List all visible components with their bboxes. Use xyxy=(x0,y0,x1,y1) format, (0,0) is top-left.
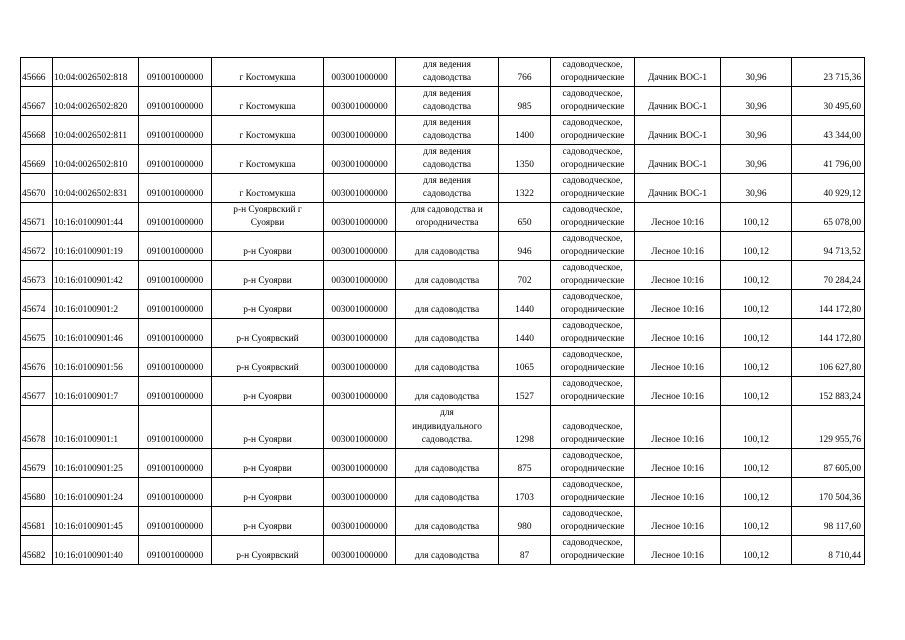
settlement-name-cell: Дачник ВОС-1 xyxy=(635,145,721,174)
permitted-use-cell: для садоводства xyxy=(396,377,499,406)
area-cell: 1527 xyxy=(499,377,551,406)
cadastral-number-cell: 10:04:0026502:811 xyxy=(53,116,139,145)
oktmo-code-cell: 091001000000 xyxy=(139,87,212,116)
oktmo-code-cell: 091001000000 xyxy=(139,232,212,261)
okato-code-cell: 003001000000 xyxy=(324,478,396,507)
area-cell: 1298 xyxy=(499,406,551,449)
land-use-type-cell: садоводческое, огороднические xyxy=(551,406,635,449)
table-row xyxy=(21,116,865,145)
okato-code-cell: 003001000000 xyxy=(324,174,396,203)
settlement-name-cell: Лесное 10:16 xyxy=(635,478,721,507)
area-cell: 650 xyxy=(499,203,551,232)
row-number-cell: 45676 xyxy=(21,348,53,377)
price-per-unit-cell: 30,96 xyxy=(721,145,792,174)
land-use-type-cell: садоводческое, огороднические xyxy=(551,319,635,348)
cadastral-value-cell: 30 495,60 xyxy=(792,87,865,116)
location-cell: г Костомукша xyxy=(212,174,324,203)
price-per-unit-cell: 100,12 xyxy=(721,406,792,449)
oktmo-code-cell: 091001000000 xyxy=(139,377,212,406)
settlement-name-cell: Дачник ВОС-1 xyxy=(635,174,721,203)
cadastral-number-cell: 10:16:0100901:24 xyxy=(53,478,139,507)
area-cell: 702 xyxy=(499,261,551,290)
location-cell: г Костомукша xyxy=(212,58,324,87)
permitted-use-cell: для садоводства xyxy=(396,319,499,348)
price-per-unit-cell: 30,96 xyxy=(721,58,792,87)
settlement-name-cell: Лесное 10:16 xyxy=(635,290,721,319)
permitted-use-cell: для садоводства xyxy=(396,478,499,507)
row-number-cell: 45674 xyxy=(21,290,53,319)
area-cell: 946 xyxy=(499,232,551,261)
permitted-use-cell: для садоводства xyxy=(396,449,499,478)
land-plots-table xyxy=(20,57,865,565)
location-cell: р-н Суоярви xyxy=(212,406,324,449)
cadastral-value-cell: 152 883,24 xyxy=(792,377,865,406)
price-per-unit-cell: 100,12 xyxy=(721,536,792,565)
cadastral-number-cell: 10:16:0100901:40 xyxy=(53,536,139,565)
okato-code-cell: 003001000000 xyxy=(324,87,396,116)
table-row xyxy=(21,58,865,87)
cadastral-value-cell: 40 929,12 xyxy=(792,174,865,203)
table-row xyxy=(21,174,865,203)
settlement-name-cell: Дачник ВОС-1 xyxy=(635,116,721,145)
settlement-name-cell: Лесное 10:16 xyxy=(635,507,721,536)
oktmo-code-cell: 091001000000 xyxy=(139,58,212,87)
table-row xyxy=(21,319,865,348)
row-number-cell: 45666 xyxy=(21,58,53,87)
cadastral-number-cell: 10:16:0100901:2 xyxy=(53,290,139,319)
oktmo-code-cell: 091001000000 xyxy=(139,478,212,507)
cadastral-value-cell: 94 713,52 xyxy=(792,232,865,261)
permitted-use-cell: для садоводства xyxy=(396,232,499,261)
cadastral-number-cell: 10:16:0100901:7 xyxy=(53,377,139,406)
price-per-unit-cell: 100,12 xyxy=(721,507,792,536)
settlement-name-cell: Лесное 10:16 xyxy=(635,406,721,449)
row-number-cell: 45681 xyxy=(21,507,53,536)
okato-code-cell: 003001000000 xyxy=(324,261,396,290)
cadastral-number-cell: 10:16:0100901:56 xyxy=(53,348,139,377)
location-cell: р-н Суоярвский xyxy=(212,319,324,348)
okato-code-cell: 003001000000 xyxy=(324,319,396,348)
oktmo-code-cell: 091001000000 xyxy=(139,449,212,478)
table-row xyxy=(21,406,865,449)
permitted-use-cell: для садоводства xyxy=(396,507,499,536)
table-row xyxy=(21,478,865,507)
permitted-use-cell: для садоводства xyxy=(396,348,499,377)
permitted-use-cell: для индивидуального садоводства. xyxy=(396,406,499,449)
okato-code-cell: 003001000000 xyxy=(324,203,396,232)
cadastral-value-cell: 41 796,00 xyxy=(792,145,865,174)
cadastral-value-cell: 87 605,00 xyxy=(792,449,865,478)
cadastral-number-cell: 10:16:0100901:25 xyxy=(53,449,139,478)
location-cell: р-н Суоярви xyxy=(212,290,324,319)
oktmo-code-cell: 091001000000 xyxy=(139,145,212,174)
location-cell: г Костомукша xyxy=(212,87,324,116)
cadastral-value-cell: 144 172,80 xyxy=(792,290,865,319)
oktmo-code-cell: 091001000000 xyxy=(139,116,212,145)
cadastral-value-cell: 65 078,00 xyxy=(792,203,865,232)
area-cell: 1440 xyxy=(499,319,551,348)
permitted-use-cell: для садоводства xyxy=(396,536,499,565)
permitted-use-cell: для ведения садоводства xyxy=(396,174,499,203)
table-row xyxy=(21,377,865,406)
price-per-unit-cell: 100,12 xyxy=(721,319,792,348)
okato-code-cell: 003001000000 xyxy=(324,232,396,261)
cadastral-value-cell: 8 710,44 xyxy=(792,536,865,565)
row-number-cell: 45667 xyxy=(21,87,53,116)
area-cell: 87 xyxy=(499,536,551,565)
table-row xyxy=(21,348,865,377)
area-cell: 1703 xyxy=(499,478,551,507)
row-number-cell: 45671 xyxy=(21,203,53,232)
price-per-unit-cell: 30,96 xyxy=(721,116,792,145)
settlement-name-cell: Дачник ВОС-1 xyxy=(635,58,721,87)
permitted-use-cell: для садоводства xyxy=(396,290,499,319)
table-row xyxy=(21,87,865,116)
land-use-type-cell: садоводческое, огороднические xyxy=(551,116,635,145)
cadastral-value-cell: 23 715,36 xyxy=(792,58,865,87)
cadastral-value-cell: 106 627,80 xyxy=(792,348,865,377)
okato-code-cell: 003001000000 xyxy=(324,377,396,406)
location-cell: р-н Суоярви xyxy=(212,449,324,478)
land-use-type-cell: садоводческое, огороднические xyxy=(551,174,635,203)
price-per-unit-cell: 30,96 xyxy=(721,174,792,203)
cadastral-number-cell: 10:04:0026502:818 xyxy=(53,58,139,87)
cadastral-number-cell: 10:04:0026502:831 xyxy=(53,174,139,203)
row-number-cell: 45672 xyxy=(21,232,53,261)
row-number-cell: 45677 xyxy=(21,377,53,406)
row-number-cell: 45682 xyxy=(21,536,53,565)
okato-code-cell: 003001000000 xyxy=(324,348,396,377)
land-use-type-cell: садоводческое, огороднические xyxy=(551,290,635,319)
price-per-unit-cell: 100,12 xyxy=(721,290,792,319)
cadastral-number-cell: 10:16:0100901:45 xyxy=(53,507,139,536)
location-cell: р-н Суоярви xyxy=(212,232,324,261)
cadastral-number-cell: 10:16:0100901:42 xyxy=(53,261,139,290)
price-per-unit-cell: 100,12 xyxy=(721,203,792,232)
oktmo-code-cell: 091001000000 xyxy=(139,319,212,348)
okato-code-cell: 003001000000 xyxy=(324,449,396,478)
settlement-name-cell: Лесное 10:16 xyxy=(635,449,721,478)
land-use-type-cell: садоводческое, огороднические xyxy=(551,478,635,507)
location-cell: р-н Суоярви xyxy=(212,507,324,536)
oktmo-code-cell: 091001000000 xyxy=(139,290,212,319)
okato-code-cell: 003001000000 xyxy=(324,58,396,87)
table-row xyxy=(21,507,865,536)
okato-code-cell: 003001000000 xyxy=(324,406,396,449)
area-cell: 1322 xyxy=(499,174,551,203)
permitted-use-cell: для ведения садоводства xyxy=(396,116,499,145)
table-row xyxy=(21,536,865,565)
oktmo-code-cell: 091001000000 xyxy=(139,406,212,449)
price-per-unit-cell: 100,12 xyxy=(721,449,792,478)
row-number-cell: 45668 xyxy=(21,116,53,145)
land-use-type-cell: садоводческое, огороднические xyxy=(551,145,635,174)
permitted-use-cell: для ведения садоводства xyxy=(396,58,499,87)
location-cell: р-н Суоярви xyxy=(212,261,324,290)
area-cell: 766 xyxy=(499,58,551,87)
price-per-unit-cell: 100,12 xyxy=(721,232,792,261)
land-use-type-cell: садоводческое, огороднические xyxy=(551,348,635,377)
permitted-use-cell: для ведения садоводства xyxy=(396,145,499,174)
cadastral-value-cell: 70 284,24 xyxy=(792,261,865,290)
settlement-name-cell: Лесное 10:16 xyxy=(635,377,721,406)
area-cell: 875 xyxy=(499,449,551,478)
okato-code-cell: 003001000000 xyxy=(324,536,396,565)
cadastral-number-cell: 10:16:0100901:19 xyxy=(53,232,139,261)
land-use-type-cell: садоводческое, огороднические xyxy=(551,203,635,232)
location-cell: р-н Суоярвский г Суоярви xyxy=(212,203,324,232)
row-number-cell: 45673 xyxy=(21,261,53,290)
permitted-use-cell: для ведения садоводства xyxy=(396,87,499,116)
area-cell: 980 xyxy=(499,507,551,536)
location-cell: р-н Суоярви xyxy=(212,478,324,507)
okato-code-cell: 003001000000 xyxy=(324,507,396,536)
cadastral-number-cell: 10:16:0100901:46 xyxy=(53,319,139,348)
table-row xyxy=(21,290,865,319)
land-use-type-cell: садоводческое, огороднические xyxy=(551,232,635,261)
row-number-cell: 45680 xyxy=(21,478,53,507)
table-row xyxy=(21,261,865,290)
row-number-cell: 45679 xyxy=(21,449,53,478)
location-cell: г Костомукша xyxy=(212,145,324,174)
settlement-name-cell: Лесное 10:16 xyxy=(635,232,721,261)
row-number-cell: 45675 xyxy=(21,319,53,348)
okato-code-cell: 003001000000 xyxy=(324,290,396,319)
cadastral-number-cell: 10:04:0026502:810 xyxy=(53,145,139,174)
row-number-cell: 45678 xyxy=(21,406,53,449)
cadastral-value-cell: 43 344,00 xyxy=(792,116,865,145)
location-cell: р-н Суоярвский xyxy=(212,536,324,565)
settlement-name-cell: Лесное 10:16 xyxy=(635,536,721,565)
settlement-name-cell: Лесное 10:16 xyxy=(635,348,721,377)
oktmo-code-cell: 091001000000 xyxy=(139,507,212,536)
table-row xyxy=(21,145,865,174)
area-cell: 1440 xyxy=(499,290,551,319)
price-per-unit-cell: 30,96 xyxy=(721,87,792,116)
land-use-type-cell: садоводческое, огороднические xyxy=(551,536,635,565)
price-per-unit-cell: 100,12 xyxy=(721,348,792,377)
okato-code-cell: 003001000000 xyxy=(324,145,396,174)
cadastral-value-cell: 129 955,76 xyxy=(792,406,865,449)
land-use-type-cell: садоводческое, огороднические xyxy=(551,261,635,290)
settlement-name-cell: Лесное 10:16 xyxy=(635,261,721,290)
oktmo-code-cell: 091001000000 xyxy=(139,203,212,232)
area-cell: 1400 xyxy=(499,116,551,145)
area-cell: 1065 xyxy=(499,348,551,377)
cadastral-number-cell: 10:16:0100901:44 xyxy=(53,203,139,232)
table-row xyxy=(21,232,865,261)
location-cell: р-н Суоярви xyxy=(212,377,324,406)
land-use-type-cell: садоводческое, огороднические xyxy=(551,377,635,406)
land-use-type-cell: садоводческое, огороднические xyxy=(551,58,635,87)
land-use-type-cell: садоводческое, огороднические xyxy=(551,507,635,536)
price-per-unit-cell: 100,12 xyxy=(721,478,792,507)
price-per-unit-cell: 100,12 xyxy=(721,377,792,406)
oktmo-code-cell: 091001000000 xyxy=(139,261,212,290)
cadastral-value-cell: 98 117,60 xyxy=(792,507,865,536)
price-per-unit-cell: 100,12 xyxy=(721,261,792,290)
settlement-name-cell: Дачник ВОС-1 xyxy=(635,87,721,116)
cadastral-value-cell: 170 504,36 xyxy=(792,478,865,507)
okato-code-cell: 003001000000 xyxy=(324,116,396,145)
land-use-type-cell: садоводческое, огороднические xyxy=(551,449,635,478)
area-cell: 1350 xyxy=(499,145,551,174)
permitted-use-cell: для садоводства и огородничества xyxy=(396,203,499,232)
settlement-name-cell: Лесное 10:16 xyxy=(635,203,721,232)
oktmo-code-cell: 091001000000 xyxy=(139,174,212,203)
row-number-cell: 45669 xyxy=(21,145,53,174)
oktmo-code-cell: 091001000000 xyxy=(139,348,212,377)
cadastral-value-cell: 144 172,80 xyxy=(792,319,865,348)
location-cell: р-н Суоярвский xyxy=(212,348,324,377)
oktmo-code-cell: 091001000000 xyxy=(139,536,212,565)
land-use-type-cell: садоводческое, огороднические xyxy=(551,87,635,116)
cadastral-number-cell: 10:16:0100901:1 xyxy=(53,406,139,449)
row-number-cell: 45670 xyxy=(21,174,53,203)
cadastral-number-cell: 10:04:0026502:820 xyxy=(53,87,139,116)
permitted-use-cell: для садоводства xyxy=(396,261,499,290)
table-row xyxy=(21,203,865,232)
settlement-name-cell: Лесное 10:16 xyxy=(635,319,721,348)
location-cell: г Костомукша xyxy=(212,116,324,145)
area-cell: 985 xyxy=(499,87,551,116)
table-row xyxy=(21,449,865,478)
